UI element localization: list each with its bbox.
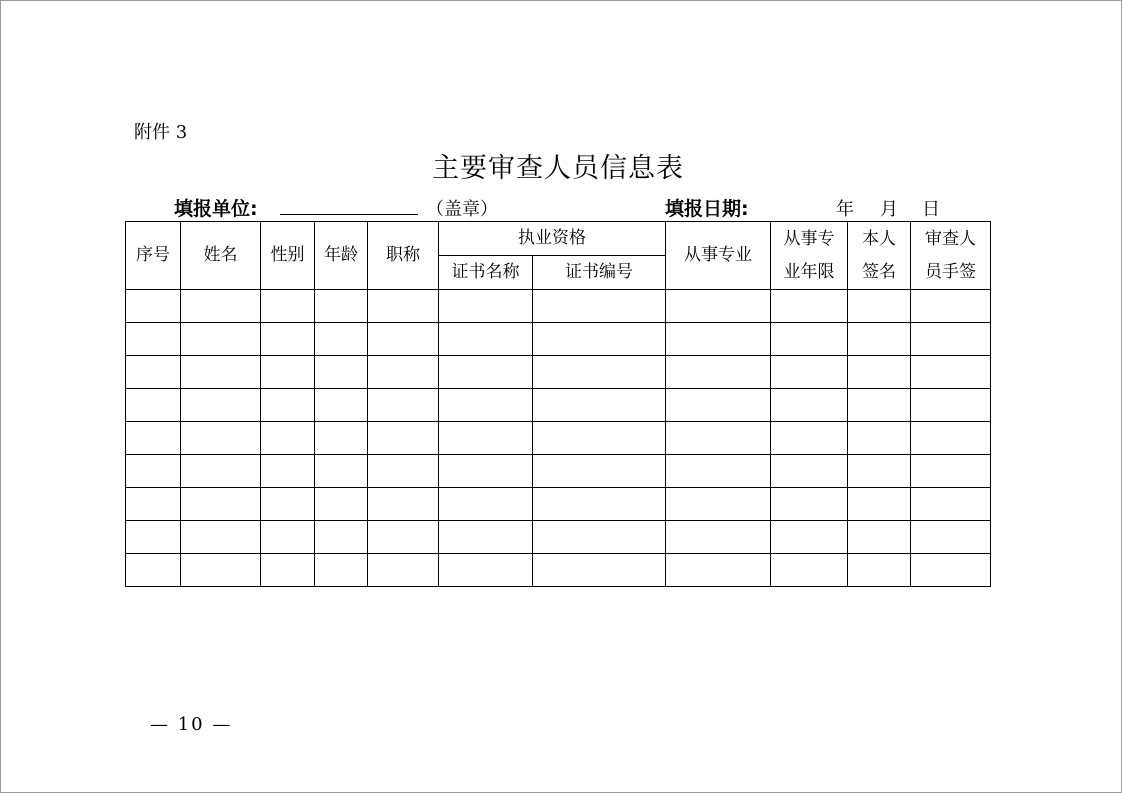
table-cell[interactable]	[666, 521, 771, 554]
header-age: 年龄	[315, 222, 368, 290]
table-cell[interactable]	[533, 488, 666, 521]
table-cell[interactable]	[126, 488, 181, 521]
table-cell[interactable]	[439, 488, 533, 521]
table-cell[interactable]	[911, 323, 991, 356]
date-month-label: 月	[880, 199, 898, 220]
table-body	[126, 290, 991, 587]
table-cell[interactable]	[181, 323, 261, 356]
table-cell[interactable]	[126, 389, 181, 422]
table-cell[interactable]	[126, 422, 181, 455]
table-cell[interactable]	[533, 290, 666, 323]
table-cell[interactable]	[315, 323, 368, 356]
table-row	[126, 488, 991, 521]
table-cell[interactable]	[771, 554, 848, 587]
table-cell[interactable]	[368, 488, 439, 521]
table-row	[126, 290, 991, 323]
table-cell[interactable]	[261, 455, 315, 488]
table-cell[interactable]	[666, 323, 771, 356]
date-label: 填报日期:	[665, 198, 749, 220]
table-cell[interactable]	[315, 554, 368, 587]
table-cell[interactable]	[181, 389, 261, 422]
table-cell[interactable]	[368, 554, 439, 587]
form-info-row	[174, 192, 954, 222]
table-cell[interactable]	[261, 323, 315, 356]
date-day-label: 日	[922, 199, 940, 220]
table-cell[interactable]	[181, 488, 261, 521]
header-cert-name: 证书名称	[439, 256, 533, 290]
header-seq: 序号	[126, 222, 181, 290]
table-row	[126, 455, 991, 488]
table-cell[interactable]	[261, 422, 315, 455]
table-cell[interactable]	[666, 422, 771, 455]
table-cell[interactable]	[181, 422, 261, 455]
table-cell[interactable]	[261, 290, 315, 323]
table-cell[interactable]	[368, 455, 439, 488]
table-cell[interactable]	[911, 488, 991, 521]
table-cell[interactable]	[771, 455, 848, 488]
table-cell[interactable]	[771, 521, 848, 554]
table-row	[126, 554, 991, 587]
header-gender: 性别	[261, 222, 315, 290]
header-years-line2: 业年限	[783, 261, 835, 282]
table-cell[interactable]	[368, 422, 439, 455]
table-cell[interactable]	[666, 389, 771, 422]
table-cell[interactable]	[666, 455, 771, 488]
unit-blank-field[interactable]	[280, 198, 418, 215]
seal-note: （盖章）	[426, 199, 498, 220]
table-cell[interactable]	[315, 521, 368, 554]
table-cell[interactable]	[533, 422, 666, 455]
table-cell[interactable]	[368, 521, 439, 554]
table-row	[126, 323, 991, 356]
unit-label: 填报单位:	[174, 198, 258, 220]
table-cell[interactable]	[848, 488, 911, 521]
table-cell[interactable]	[439, 422, 533, 455]
table-cell[interactable]	[261, 389, 315, 422]
table-cell[interactable]	[315, 488, 368, 521]
table-row	[126, 521, 991, 554]
table-cell[interactable]	[771, 323, 848, 356]
reviewer-info-table	[125, 221, 991, 587]
date-year-label: 年	[836, 199, 854, 220]
table-cell[interactable]	[533, 356, 666, 389]
table-row	[126, 422, 991, 455]
table-cell[interactable]	[368, 290, 439, 323]
table-cell[interactable]	[315, 389, 368, 422]
table-cell[interactable]	[666, 356, 771, 389]
header-years-line1: 从事专	[783, 228, 835, 249]
header-signature	[848, 222, 911, 290]
table-cell[interactable]	[439, 389, 533, 422]
table-cell[interactable]	[533, 455, 666, 488]
table-cell[interactable]	[261, 521, 315, 554]
table-cell[interactable]	[911, 356, 991, 389]
table-cell[interactable]	[911, 290, 991, 323]
table-cell[interactable]	[439, 455, 533, 488]
table-cell[interactable]	[911, 554, 991, 587]
attachment-label: 附件 3	[134, 122, 188, 143]
table-cell[interactable]	[848, 455, 911, 488]
table-cell[interactable]	[315, 290, 368, 323]
table-row	[126, 356, 991, 389]
table-cell[interactable]	[848, 323, 911, 356]
table-cell[interactable]	[181, 521, 261, 554]
table-cell[interactable]	[848, 356, 911, 389]
table-cell[interactable]	[181, 455, 261, 488]
table-cell[interactable]	[533, 323, 666, 356]
table-cell[interactable]	[848, 389, 911, 422]
table-cell[interactable]	[126, 455, 181, 488]
header-qualification: 执业资格	[439, 222, 666, 256]
table-cell[interactable]	[911, 422, 991, 455]
table-cell[interactable]	[666, 554, 771, 587]
table-cell[interactable]	[533, 389, 666, 422]
table-cell[interactable]	[439, 521, 533, 554]
table-cell[interactable]	[848, 521, 911, 554]
table-row	[126, 389, 991, 422]
header-signature-line2: 签名	[862, 261, 896, 282]
header-reviewer-line2: 员手签	[925, 261, 976, 282]
table-cell[interactable]	[261, 488, 315, 521]
table-cell[interactable]	[315, 455, 368, 488]
table-cell[interactable]	[848, 554, 911, 587]
table-cell[interactable]	[261, 554, 315, 587]
table-cell[interactable]	[261, 356, 315, 389]
page-number: — 10 —	[150, 714, 233, 735]
table-cell[interactable]	[771, 356, 848, 389]
table-cell[interactable]	[439, 356, 533, 389]
table-cell[interactable]	[315, 356, 368, 389]
header-years	[771, 222, 848, 290]
header-title: 职称	[368, 222, 439, 290]
table-cell[interactable]	[533, 554, 666, 587]
table-cell[interactable]	[911, 521, 991, 554]
table-cell[interactable]	[126, 356, 181, 389]
table-cell[interactable]	[911, 455, 991, 488]
table-cell[interactable]	[181, 554, 261, 587]
header-reviewer-line1: 审查人	[925, 228, 976, 249]
table-cell[interactable]	[315, 422, 368, 455]
table-cell[interactable]	[771, 290, 848, 323]
table-cell[interactable]	[181, 290, 261, 323]
table-cell[interactable]	[181, 356, 261, 389]
header-cert-no: 证书编号	[533, 256, 666, 290]
table-cell[interactable]	[533, 521, 666, 554]
table-cell[interactable]	[848, 422, 911, 455]
table-cell[interactable]	[666, 290, 771, 323]
table-cell[interactable]	[368, 356, 439, 389]
header-name: 姓名	[181, 222, 261, 290]
header-specialty: 从事专业	[666, 222, 771, 290]
table-cell[interactable]	[439, 323, 533, 356]
table-cell[interactable]	[439, 290, 533, 323]
table-cell[interactable]	[126, 323, 181, 356]
header-reviewer-signature	[911, 222, 991, 290]
table-cell[interactable]	[666, 488, 771, 521]
table-cell[interactable]	[126, 554, 181, 587]
page-title: 主要审查人员信息表	[432, 153, 684, 184]
header-signature-line1: 本人	[862, 228, 896, 249]
table-cell[interactable]	[771, 389, 848, 422]
table-cell[interactable]	[368, 323, 439, 356]
table-cell[interactable]	[368, 389, 439, 422]
table-cell[interactable]	[126, 290, 181, 323]
table-cell[interactable]	[848, 290, 911, 323]
table-cell[interactable]	[126, 521, 181, 554]
table-cell[interactable]	[771, 422, 848, 455]
table-cell[interactable]	[439, 554, 533, 587]
table-cell[interactable]	[771, 488, 848, 521]
table-cell[interactable]	[911, 389, 991, 422]
